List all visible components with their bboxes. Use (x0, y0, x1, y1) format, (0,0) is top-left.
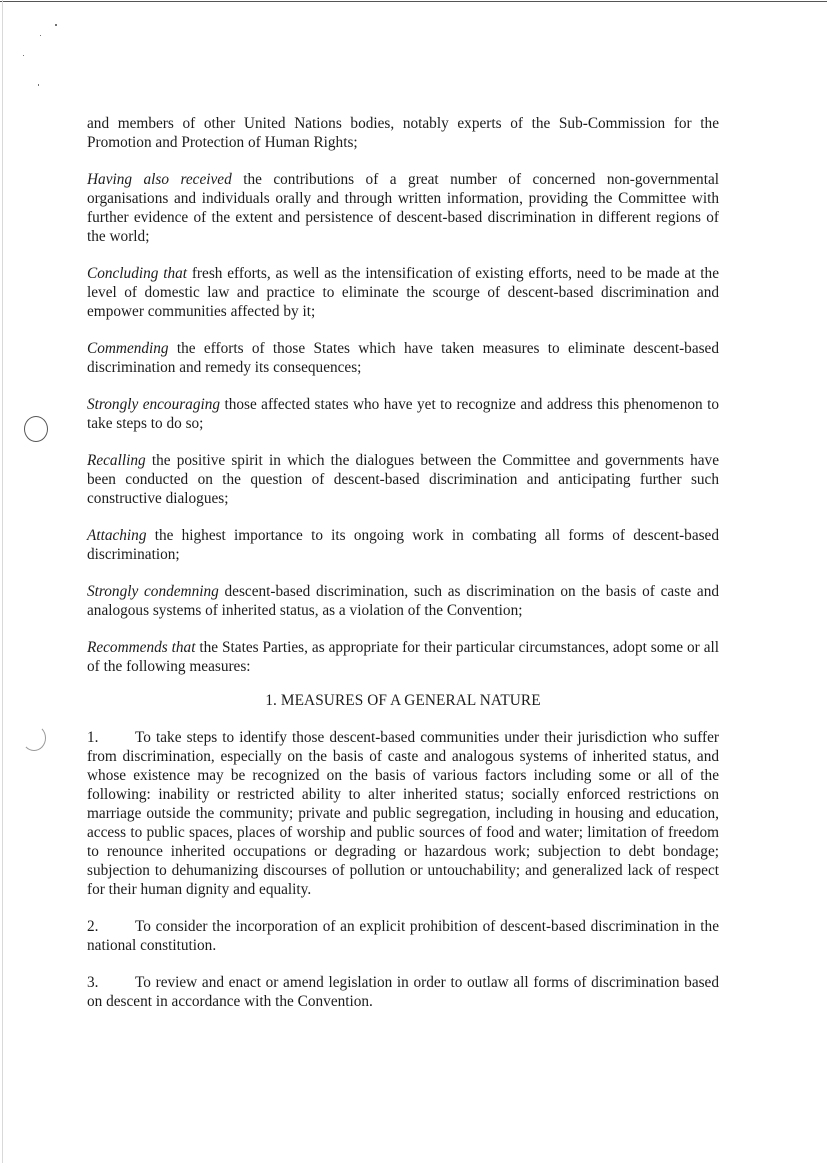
paragraph-text: descent-based discrimination, such as discrimination on the basis of caste and analogous systems of inherited status, as a violation of the Convention; (87, 583, 719, 619)
preamble-paragraph-6 (87, 526, 719, 564)
preamble-paragraph-4 (87, 395, 719, 433)
paragraph-text: fresh efforts, as well as the intensification of existing efforts, need to be made at the level of domestic law and practice to eliminate the scourge of descent-based discrimination and empower communities affected by it; (87, 265, 719, 320)
measure-item-2 (87, 917, 719, 955)
section-heading: 1. MEASURES OF A GENERAL NATURE (265, 692, 541, 709)
document-body (87, 114, 719, 1011)
paragraph-text: the States Parties, as appropriate for their particular circumstances, adopt some or all of the following measures: (87, 639, 719, 675)
scan-top-border (0, 1, 827, 2)
measure-text: To take steps to identify those descent-based communities under their jurisdiction who suffer from discrimination, especially on the basis of caste and analogous systems of inherited status, and whose existence may be recognized on the basis of various factors including some or all of the following: inability or restricted ability to alter inherited status; socially enforced restrictions on marriage outside the community; private and public segregation, including in housing and education, access to public spaces, places of worship and public sources of food and water; limitation of freedom to renounce inherited occupations or degrading or hazardous work; subjection to debt bondage; subjection to dehumanizing discourses of pollution or untouchability; and generalized lack of respect for their human dignity and equality. (87, 729, 719, 898)
paragraph-lead: Recommends that (87, 639, 196, 656)
preamble-paragraph-2 (87, 264, 719, 321)
paragraph-text: the positive spirit in which the dialogues between the Committee and governments have been conducted on the question of descent-based discrimination and anticipating further such constructive dialogues; (87, 452, 719, 507)
paragraph-text: and members of other United Nations bodies, notably experts of the Sub-Commission for the Promotion and Protection of Human Rights; (87, 115, 719, 151)
preamble-paragraph-1 (87, 170, 719, 246)
measure-text: To review and enact or amend legislation in order to outlaw all forms of discrimination based on descent in accordance with the Convention. (87, 974, 719, 1010)
paragraph-lead: Having also received (87, 171, 232, 188)
scan-speck (38, 84, 39, 86)
paragraph-lead: Commending (87, 340, 169, 357)
scan-left-edge (2, 0, 3, 1163)
paragraph-lead: Strongly encouraging (87, 396, 221, 413)
paragraph-lead: Strongly condemning (87, 583, 219, 600)
measure-number: 1. (87, 729, 99, 746)
punch-hole-mark (24, 416, 48, 442)
paragraph-lead: Concluding that (87, 265, 188, 282)
preamble-paragraph-0 (87, 114, 719, 152)
scan-speck (55, 24, 57, 26)
paragraph-text: the highest importance to its ongoing work in combating all forms of descent-based discrimination; (87, 527, 719, 563)
measure-item-3 (87, 973, 719, 1011)
preamble-paragraph-7 (87, 582, 719, 620)
punch-hole-mark-partial (22, 725, 46, 751)
measures-list (87, 728, 719, 1011)
preamble-paragraph-3 (87, 339, 719, 377)
measure-item-1 (87, 728, 719, 899)
paragraph-text: the contributions of a great number of concerned non-governmental organisations and individuals orally and through written information, providing the Committee with further evidence of the extent and persistence of descent-based discrimination in different regions of the world; (87, 171, 719, 245)
preamble-paragraph-5 (87, 451, 719, 508)
measure-text: To consider the incorporation of an explicit prohibition of descent-based discrimination in the national constitution. (87, 918, 719, 954)
measure-number: 2. (87, 918, 99, 935)
paragraph-lead: Recalling (87, 452, 146, 469)
measure-number: 3. (87, 974, 99, 991)
scan-speck (23, 55, 24, 56)
scan-speck (40, 35, 41, 36)
preamble-paragraph-8 (87, 638, 719, 676)
paragraph-text: the efforts of those States which have taken measures to eliminate descent-based discrimination and remedy its consequences; (87, 340, 719, 376)
paragraph-lead: Attaching (87, 527, 147, 544)
paragraph-text: those affected states who have yet to recognize and address this phenomenon to take steps to do so; (87, 396, 719, 432)
